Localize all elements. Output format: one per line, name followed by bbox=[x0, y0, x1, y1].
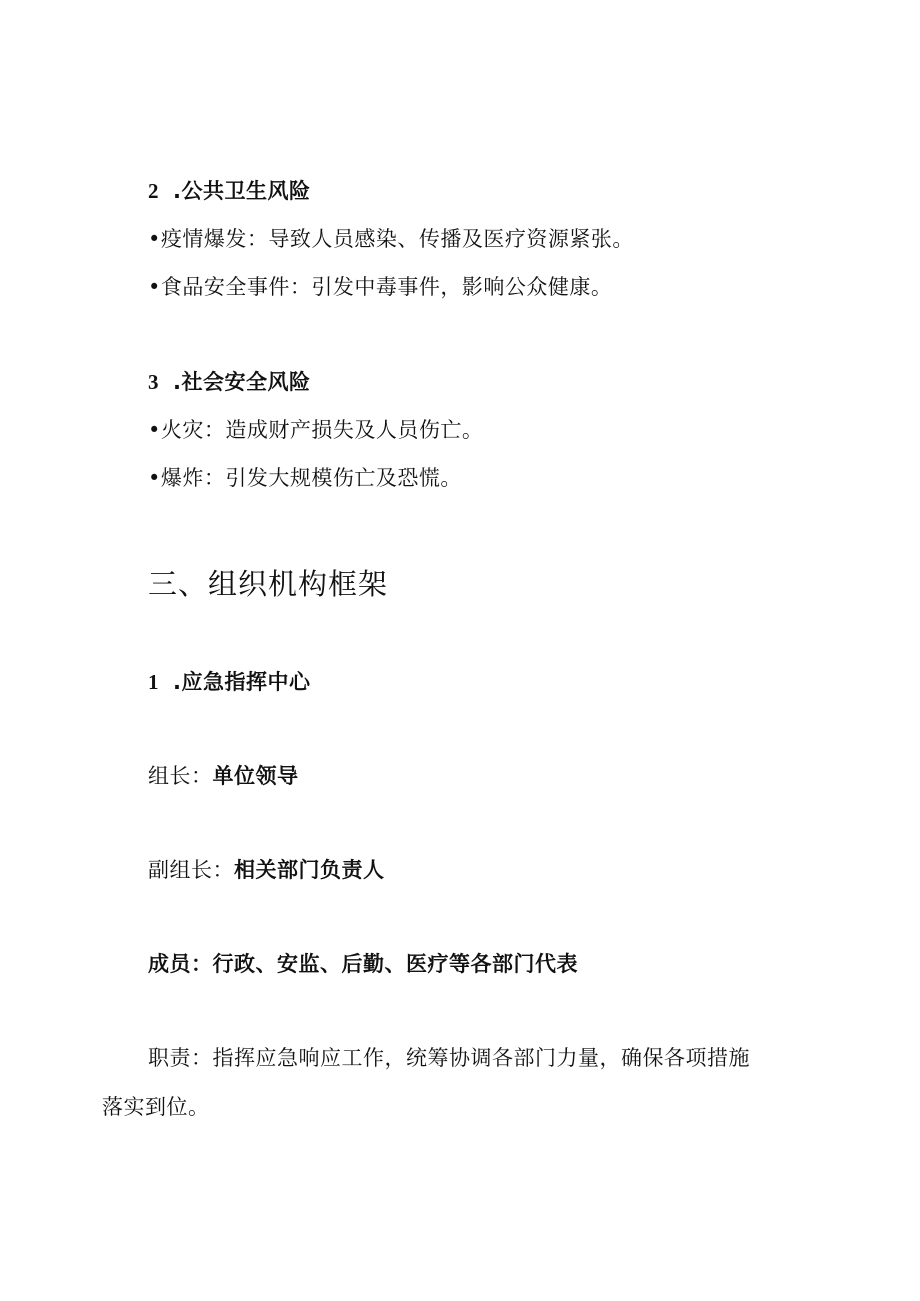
bullet-item-epidemic: •疫情爆发：导致人员感染、传播及医疗资源紧张。 bbox=[148, 227, 634, 251]
section-heading-public-health bbox=[148, 176, 310, 206]
duty-line-1: 职责：指挥应急响应工作，统筹协调各部门力量，确保各项措施 bbox=[148, 1046, 750, 1070]
section-title: .公共卫生风险 bbox=[173, 179, 311, 203]
section-number: 3 bbox=[148, 370, 159, 394]
subsection-number: 1 bbox=[148, 670, 159, 694]
members-line: 成员：行政、安监、后勤、医疗等各部门代表 bbox=[148, 952, 578, 976]
deputy-leader-line bbox=[148, 855, 385, 885]
bullet-item-explosion: •爆炸：引发大规模伤亡及恐慌。 bbox=[148, 466, 462, 490]
bullet-item-food-safety: •食品安全事件：引发中毒事件，影响公众健康。 bbox=[148, 275, 613, 299]
bullet-item-fire: •火灾：造成财产损失及人员伤亡。 bbox=[148, 418, 484, 442]
subsection-title: .应急指挥中心 bbox=[173, 670, 311, 694]
leader-value: 单位领导 bbox=[212, 764, 299, 788]
leader-label: 组长： bbox=[148, 764, 213, 788]
subsection-heading-command-center bbox=[148, 667, 310, 697]
duty-line-2: 落实到位。 bbox=[102, 1095, 210, 1119]
section-number: 2 bbox=[148, 179, 159, 203]
chapter-heading: 三、组织机构框架 bbox=[148, 567, 389, 601]
deputy-label: 副组长： bbox=[148, 858, 234, 882]
section-heading-social-safety bbox=[148, 367, 310, 397]
section-title: .社会安全风险 bbox=[173, 370, 311, 394]
deputy-value: 相关部门负责人 bbox=[234, 858, 385, 882]
leader-line bbox=[148, 761, 299, 791]
